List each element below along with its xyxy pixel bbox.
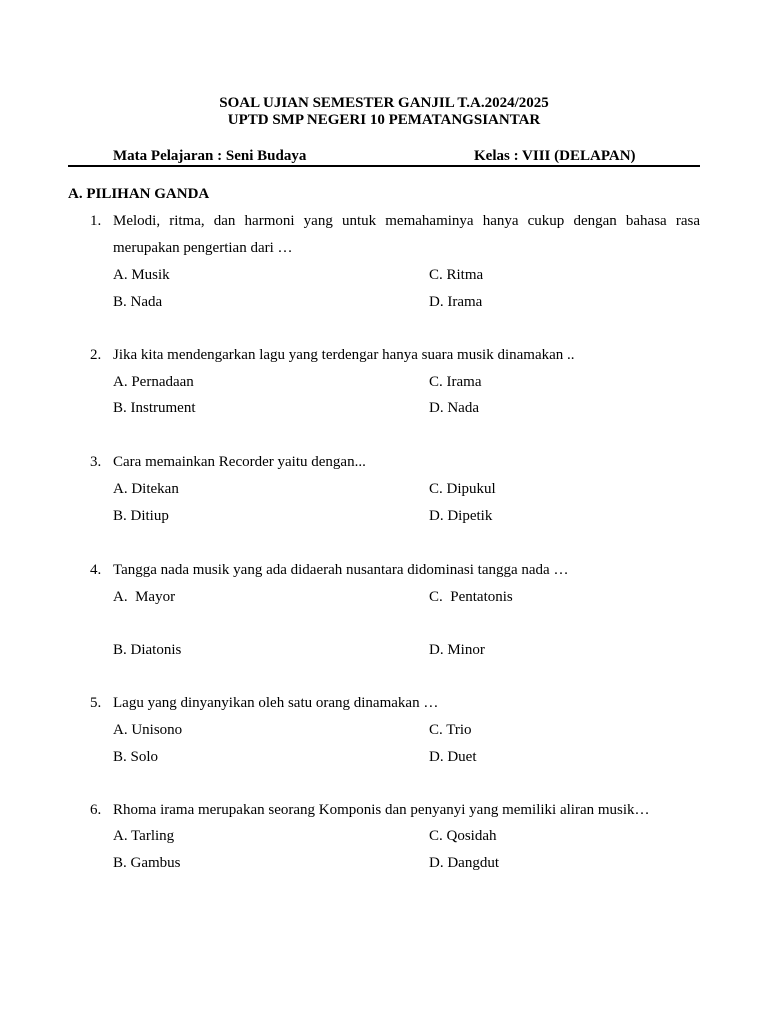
question-text: Cara memainkan Recorder yaitu dengan...	[113, 454, 366, 470]
question-number: 4.	[90, 562, 102, 578]
option-b: B. Solo	[113, 749, 159, 765]
option-d: D. Dangdut	[429, 855, 499, 871]
option-b: B. Diatonis	[113, 642, 182, 658]
exam-title: SOAL UJIAN SEMESTER GANJIL T.A.2024/2025	[219, 95, 549, 111]
option-a: A. Unisono	[113, 722, 183, 738]
option-c: C. Trio	[429, 722, 472, 738]
option-d: D. Dipetik	[429, 508, 493, 524]
question-number: 2.	[90, 347, 102, 363]
question-number: 3.	[90, 454, 102, 470]
option-b: B. Ditiup	[113, 508, 169, 524]
question-text: Tangga nada musik yang ada didaerah nusantara didominasi tangga nada …	[113, 562, 569, 578]
option-a: A. Tarling	[113, 828, 175, 844]
option-b: B. Nada	[113, 294, 163, 310]
option-a: A. Musik	[113, 267, 170, 283]
option-c: C. Qosidah	[429, 828, 497, 844]
option-b: B. Gambus	[113, 855, 181, 871]
question-text: Rhoma irama merupakan seorang Komponis dan penyanyi yang memiliki aliran musik…	[113, 802, 650, 818]
question-number: 5.	[90, 695, 102, 711]
class-label: Kelas : VIII (DELAPAN)	[474, 148, 636, 164]
question-number: 1.	[90, 213, 102, 229]
option-d: D. Irama	[429, 294, 483, 310]
option-d: D. Minor	[429, 642, 485, 658]
option-a: A. Pernadaan	[113, 374, 194, 390]
school-name: UPTD SMP NEGERI 10 PEMATANGSIANTAR	[227, 112, 541, 128]
question-text: Lagu yang dinyanyikan oleh satu orang dinamakan …	[113, 695, 439, 711]
option-b: B. Instrument	[113, 400, 196, 416]
section-title: A. PILIHAN GANDA	[68, 186, 210, 202]
question-text: Jika kita mendengarkan lagu yang terdengar hanya suara musik dinamakan ..	[113, 347, 575, 363]
option-a: A. Mayor	[113, 589, 176, 605]
option-c: C. Dipukul	[429, 481, 496, 497]
option-c: C. Irama	[429, 374, 482, 390]
header-divider	[68, 165, 700, 167]
option-a: A. Ditekan	[113, 481, 179, 497]
question-text: Melodi, ritma, dan harmoni yang untuk memahaminya hanya cukup dengan bahasa rasa merupakan pengertian dari …	[113, 213, 700, 256]
option-d: D. Nada	[429, 400, 479, 416]
option-c: C. Ritma	[429, 267, 484, 283]
subject-label: Mata Pelajaran : Seni Budaya	[113, 148, 307, 164]
question-number: 6.	[90, 802, 102, 818]
option-d: D. Duet	[429, 749, 477, 765]
option-c: C. Pentatonis	[429, 589, 513, 605]
